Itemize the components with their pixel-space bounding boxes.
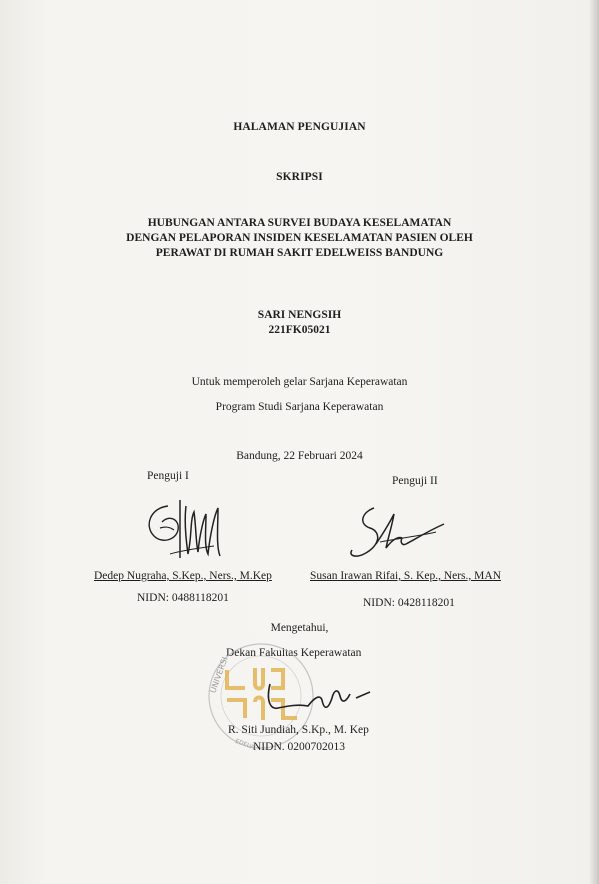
place-date: Bandung, 22 Februari 2024 <box>236 450 363 462</box>
study-program: Program Studi Sarjana Keperawatan <box>215 401 384 413</box>
examiner-1-nidn: NIDN: 0488118201 <box>137 592 229 604</box>
dean-role: Dekan Fakultas Keperawatan <box>226 647 362 659</box>
degree-purpose: Untuk memperoleh gelar Sarjana Keperawatan <box>191 376 408 388</box>
examiner-1-label: Penguji I <box>147 470 189 482</box>
examiner-2-nidn: NIDN: 0428118201 <box>363 597 455 609</box>
document-type: SKRIPSI <box>276 171 323 183</box>
page-heading: HALAMAN PENGUJIAN <box>233 121 366 133</box>
examiner-2-signature <box>340 502 460 562</box>
svg-text:EDELW: EDELW <box>234 737 257 752</box>
dean-nidn: NIDN. 0200702013 <box>253 741 345 753</box>
title-line: DENGAN PELAPORAN INSIDEN KESELAMATAN PASIEN OLEH <box>126 232 473 244</box>
svg-text:UNIVERSI: UNIVERSI <box>208 655 230 695</box>
dean-name: R. Siti Jundiah, S.Kp., M. Kep <box>228 724 369 736</box>
examiner-2-label: Penguji II <box>392 475 438 487</box>
examiner-2-name: Susan Irawan Rifai, S. Kep., Ners., MAN <box>310 570 501 582</box>
page-edge-shadow <box>589 0 599 884</box>
acknowledgement-label: Mengetahui, <box>270 622 329 634</box>
dean-signature <box>262 680 382 720</box>
author-nim: 221FK05021 <box>268 324 331 336</box>
title-line: PERAWAT DI RUMAH SAKIT EDELWEISS BANDUNG <box>155 247 444 259</box>
examiner-1-signature <box>140 496 240 568</box>
examiner-1-name: Dedep Nugraha, S.Kep., Ners., M.Kep <box>94 570 272 582</box>
title-line: HUBUNGAN ANTARA SURVEI BUDAYA KESELAMATAN <box>147 217 452 229</box>
thesis-title <box>0 216 599 261</box>
author-name: SARI NENGSIH <box>257 309 342 321</box>
